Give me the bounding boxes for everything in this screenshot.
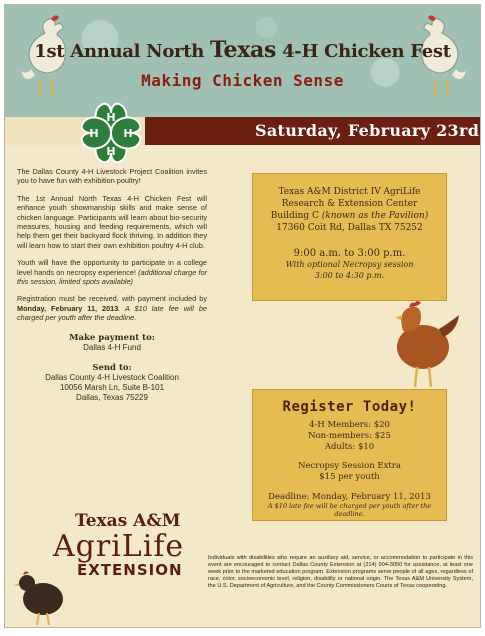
registration-box — [252, 389, 447, 521]
late-fee-note: A $10 late fee will be charged per youth after the deadline. — [267, 502, 432, 518]
intro-paragraph: Registration must be received, with payment included by Monday, February 11, 2013. A $10 late fee will be charged per youth after the deadline. — [17, 294, 207, 323]
clover-letter: H — [106, 111, 116, 124]
hen-icon — [13, 565, 71, 627]
location-box — [252, 173, 447, 301]
intro-column — [17, 167, 207, 403]
clover-letter: H — [89, 127, 99, 140]
intro-paragraph: The Dallas County 4-H Livestock Project Coalition invites you to have fun with exhibition poultry! — [17, 167, 207, 186]
4h-clover-icon — [71, 93, 151, 173]
hen-icon — [383, 297, 463, 393]
register-heading: Register Today! — [282, 399, 417, 415]
intro-paragraph: Youth will have the opportunity to participate in a college level hands on necropsy experience! (additional charge for this session, limited spots available) — [17, 258, 207, 287]
date-banner: Saturday, February 23rd — [145, 117, 480, 145]
page-title: 1st Annual North Texas 4-H Chicken Fest — [34, 37, 451, 63]
deadline: Deadline: Monday, February 11, 2013 — [268, 492, 431, 502]
page-subtitle: Making Chicken Sense — [141, 71, 344, 90]
intro-paragraph: The 1st Annual North Texas 4-H Chicken Fest will enhance youth showmanship skills and make sense of chicken language. Participants will learn about bio-security measures, housing and feeding requirements, which will help them get their backyard flock thriving. In addition they will learn how to start their own exhibition poultry 4-H club. — [17, 193, 207, 250]
location-address: Texas A&M District IV AgriLife Research & Extension Center Building C (known as the Pavilion) 17360 Coit Rd, Dallas TX 75252 — [270, 187, 429, 233]
payment-info: Make payment to: Dallas 4-H Fund — [69, 332, 155, 352]
necropsy-note: With optional Necropsy session 3:00 to 4:30 p.m. — [285, 260, 414, 280]
pricing-list: 4-H Members: $20 Non-members: $25 Adults: $10 Necropsy Session Extra $15 per youth — [298, 420, 401, 482]
disclaimer-text: Individuals with disabilities who require an auxiliary aid, service, or accommodation to participate in this event are encouraged to contact Dallas County Extension at (214) 904-3050 for assistance, at least one week prior to the marketed education program. Extension programs serve people of all ages, regardless of race, color, socioeconomic level, religion, disability or national origin. The Texas A&M University System, the U.S. Department of Agriculture, and the County Commissioners Courts of Texas cooperating. — [208, 555, 473, 589]
clover-letter: H — [106, 145, 116, 158]
event-time: 9:00 a.m. to 3:00 p.m. — [293, 248, 406, 259]
clover-letter: H — [123, 127, 133, 140]
mailing-info: Send to: Dallas County 4-H Livestock Coalition 10056 Marsh Ln, Suite B-101 Dallas, Texas 75229 — [45, 362, 179, 402]
flyer — [4, 4, 481, 628]
agrilife-logo: Texas A&M AgriLife EXTENSION — [53, 511, 185, 579]
